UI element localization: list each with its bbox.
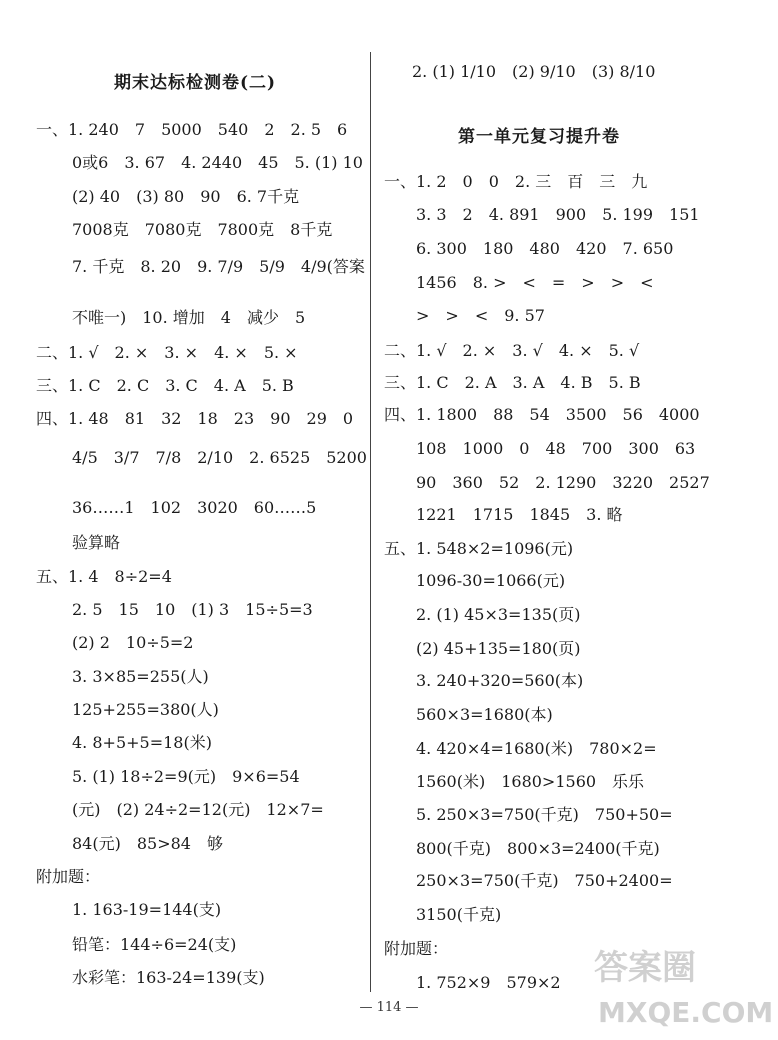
left-answer-line: 一、1. 240 7 5000 540 2 2. 5 6 [36,120,348,139]
left-answer-line: 不唯一) 10. 增加 4 减少 5 [72,308,306,327]
right-answer-line: 1096-30=1066(元) [416,571,566,590]
left-answer-line: 水彩笔：163-24=139(支) [72,968,265,987]
left-answer-line: 4. 8+5+5=18(米) [72,733,212,752]
left-answer-line: 四、1. 48 81 32 18 23 90 29 0 [36,409,354,428]
left-answer-line: 三、1. C 2. C 3. C 4. A 5. B [36,376,294,395]
right-answer-line: 二、1. √ 2. × 3. √ 4. × 5. √ [384,341,640,360]
right-answer-line: 90 360 52 2. 1290 3220 2527 [416,473,710,492]
page-number: — 114 — [359,1000,419,1015]
watermark-logo [584,940,774,1036]
left-answer-line: (2) 40 (3) 80 90 6. 7千克 [72,187,300,206]
right-answer-line: 1456 8. > < = > > < [416,273,654,292]
watermark-bottom: MXQE.COM [598,996,774,1029]
left-answer-line: 125+255=380(人) [72,700,219,719]
right-answer-line: 3. 240+320=560(本) [416,671,584,690]
right-answer-line: 5. 250×3=750(千克) 750+50= [416,805,673,824]
left-title: 期末达标检测卷(二) [114,73,277,93]
left-answer-line: 1. 163-19=144(支) [72,900,222,919]
right-answer-line: 五、1. 548×2=1096(元) [384,539,574,558]
left-answer-line: 84(元) 85>84 够 [72,834,223,853]
right-answer-line: 三、1. C 2. A 3. A 4. B 5. B [384,373,641,392]
right-answer-line: 附加题： [384,939,449,958]
left-answer-line: 7. 千克 8. 20 9. 7/9 5/9 4/9(答案 [72,257,365,276]
left-answer-line: 0或6 3. 67 4. 2440 45 5. (1) 10 [72,153,363,172]
left-answer-line: 7008克 7080克 7800克 8千克 [72,220,333,239]
right-answer-line: 一、1. 2 0 0 2. 三 百 三 九 [384,172,648,191]
right-answer-line: 2. (1) 45×3=135(页) [416,605,581,624]
left-answer-line: 五、1. 4 8÷2=4 [36,567,172,586]
right-answer-line: 6. 300 180 480 420 7. 650 [416,239,674,258]
left-answer-line: (2) 2 10÷5=2 [72,633,194,652]
left-answer-line: 36……1 102 3020 60……5 [72,498,317,517]
column-divider [370,52,371,992]
left-answer-line: 验算略 [72,533,121,552]
left-answer-line: (元) (2) 24÷2=12(元) 12×7= [72,800,324,819]
right-answer-line: 1560(米) 1680>1560 乐乐 [416,772,645,791]
left-answer-line: 2. 5 15 10 (1) 3 15÷5=3 [72,600,313,619]
watermark-top: 答案圈 [594,948,696,988]
right-answer-line: 1. 752×9 579×2 [416,973,561,992]
right-answer-line: 四、1. 1800 88 54 3500 56 4000 [384,405,700,424]
right-answer-line: > > < 9. 57 [416,306,545,325]
right-answer-line: 1221 1715 1845 3. 略 [416,505,623,524]
left-answer-line: 附加题： [36,867,101,886]
left-answer-line: 铅笔：144÷6=24(支) [72,935,237,954]
right-answer-line: 250×3=750(千克) 750+2400= [416,871,673,890]
right-title: 第一单元复习提升卷 [458,127,620,147]
right-answer-line: 4. 420×4=1680(米) 780×2= [416,739,657,758]
right-answer-line: 800(千克) 800×3=2400(千克) [416,839,660,858]
left-answer-line: 二、1. √ 2. × 3. × 4. × 5. × [36,343,298,362]
left-answer-line: 3. 3×85=255(人) [72,667,209,686]
right-answer-line: 108 1000 0 48 700 300 63 [416,439,696,458]
right-answer-line: 560×3=1680(本) [416,705,553,724]
right-answer-line: 3150(千克) [416,905,502,924]
right-answer-line: (2) 45+135=180(页) [416,639,581,658]
right-top-line: 2. (1) 1/10 (2) 9/10 (3) 8/10 [412,62,656,81]
right-answer-line: 3. 3 2 4. 891 900 5. 199 151 [416,205,700,224]
left-answer-line: 4/5 3/7 7/8 2/10 2. 6525 5200 [72,448,367,467]
left-answer-line: 5. (1) 18÷2=9(元) 9×6=54 [72,767,300,786]
